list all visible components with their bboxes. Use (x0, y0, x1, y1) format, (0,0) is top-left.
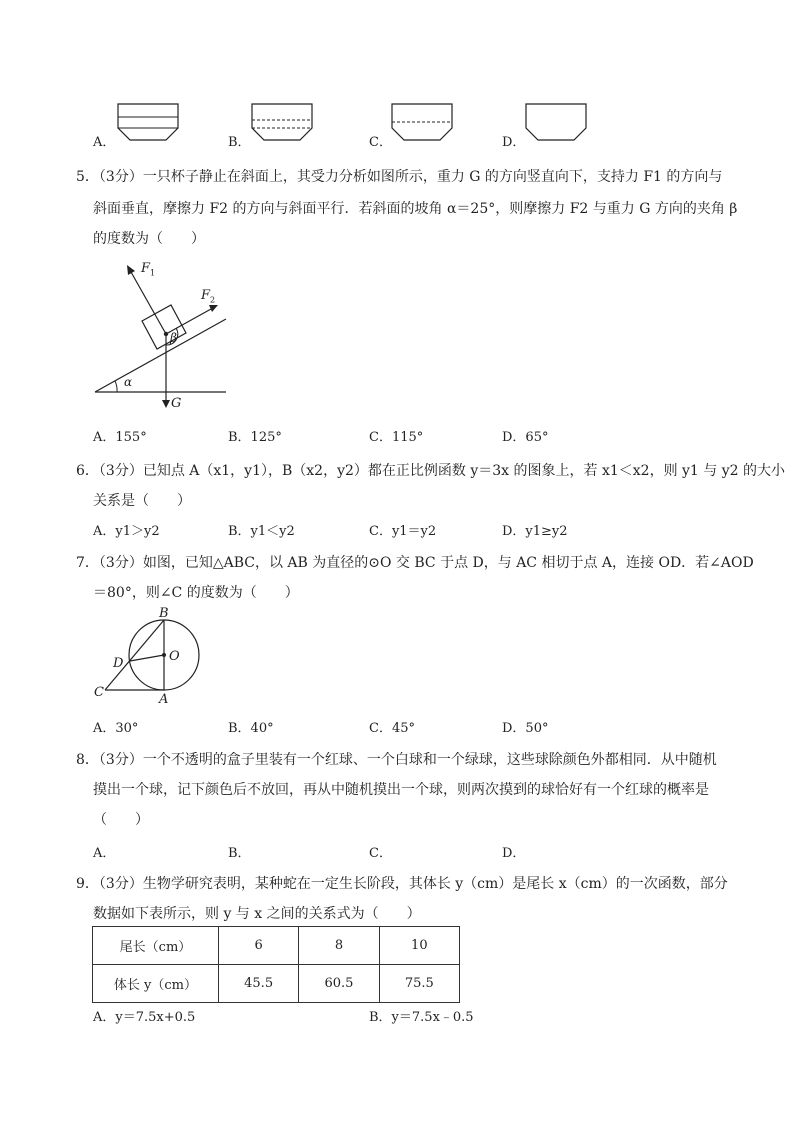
q7-label-o: O (169, 649, 180, 664)
q7-label-d: D (113, 656, 124, 671)
q5-label-f2: $F_2$ (201, 288, 216, 305)
q7-label-a: A (159, 692, 169, 707)
q8-line-2: 摸出一个球，记下颜色后不放回，再从中随机摸出一个球，则两次摸到的球恰好有一个红球的概率是 (93, 782, 709, 798)
q8-option-a: A． (93, 846, 116, 861)
table-header-cell: 8 (299, 927, 379, 965)
q8-option-d: D． (502, 846, 526, 861)
q9-option-a: A．y＝7.5x+0.5 (93, 1010, 196, 1025)
q7-option-d: D．50° (502, 721, 549, 736)
q7-line-2: ＝80°，则∠C 的度数为（ ） (93, 585, 299, 601)
table-cell: 45.5 (218, 965, 298, 1003)
q5-line-2: 斜面垂直，摩擦力 F2 的方向与斜面平行．若斜面的坡角 α＝25°，则摩擦力 F2 与重力 G 方向的夹角 β (93, 201, 738, 217)
q5-label-beta: β (170, 331, 177, 345)
q4-option-b-label: B． (228, 135, 251, 150)
table-header-cell: 10 (379, 927, 459, 965)
q7-label-b: B (159, 606, 169, 621)
q5-line-3: 的度数为（ ） (93, 231, 205, 247)
q5-label-f1: $F_1$ (141, 261, 156, 278)
q5-line-1: 5．（3分）一只杯子静止在斜面上，其受力分析如图所示，重力 G 的方向竖直向下，支持力 F1 的方向与 (76, 169, 723, 185)
table-header-cell: 尾长（cm） (93, 927, 219, 965)
q6-option-d: D．y1≥y2 (502, 524, 568, 539)
q4-option-a-figure (116, 103, 180, 141)
q8-line-3: （ ） (93, 812, 149, 828)
q4-option-d-label: D． (502, 135, 526, 150)
table-cell: 60.5 (299, 965, 379, 1003)
q7-line-1: 7．（3分）如图，已知△ABC，以 AB 为直径的⊙O 交 BC 于点 D，与 AC 相切于点 A，连接 OD．若∠AOD (76, 555, 754, 571)
q8-option-b: B． (228, 846, 251, 861)
q4-option-a-label: A． (93, 135, 116, 150)
q6-option-b: B．y1＜y2 (228, 524, 295, 539)
q8-option-c: C． (369, 846, 392, 861)
q5-option-b: B．125° (228, 430, 282, 445)
q5-option-d: D．65° (502, 430, 549, 445)
q9-line-1: 9．（3分）生物学研究表明，某种蛇在一定生长阶段，其体长 y（cm）是尾长 x（cm）的一次函数，部分 (76, 876, 728, 892)
q7-circle-diagram (95, 605, 205, 700)
q9-option-b: B．y＝7.5x﹣0.5 (369, 1010, 474, 1025)
q5-label-g: G (171, 396, 182, 411)
q5-force-diagram (90, 255, 240, 415)
table-row (93, 927, 460, 965)
q6-line-1: 6．（3分）已知点 A（x1，y1），B（x2，y2）都在正比例函数 y＝3x 的图象上，若 x1＜x2，则 y1 与 y2 的大小 (76, 463, 786, 479)
q7-option-c: C．45° (369, 721, 415, 736)
q7-option-a: A．30° (93, 721, 139, 736)
q9-line-2: 数据如下表所示，则 y 与 x 之间的关系式为（ ） (93, 906, 421, 922)
q6-line-2: 关系是（ ） (93, 493, 191, 509)
q4-option-b-figure (250, 103, 314, 141)
q6-option-c: C．y1＝y2 (369, 524, 437, 539)
table-cell: 体长 y（cm） (93, 965, 219, 1003)
q7-option-b: B．40° (228, 721, 274, 736)
q6-option-a: A．y1＞y2 (93, 524, 160, 539)
q5-option-c: C．115° (369, 430, 424, 445)
q5-option-a: A．155° (93, 430, 147, 445)
q7-label-c: C (94, 685, 104, 700)
q5-label-alpha: α (124, 375, 133, 389)
q4-option-d-figure (524, 103, 588, 141)
table-cell: 75.5 (379, 965, 459, 1003)
table-header-cell: 6 (218, 927, 298, 965)
q4-option-c-figure (390, 103, 454, 141)
q4-option-c-label: C． (369, 135, 392, 150)
table-row (93, 965, 460, 1003)
q9-data-table (92, 926, 460, 1003)
q8-line-1: 8．（3分）一个不透明的盒子里装有一个红球、一个白球和一个绿球，这些球除颜色外都相同．从中随机 (76, 752, 717, 768)
